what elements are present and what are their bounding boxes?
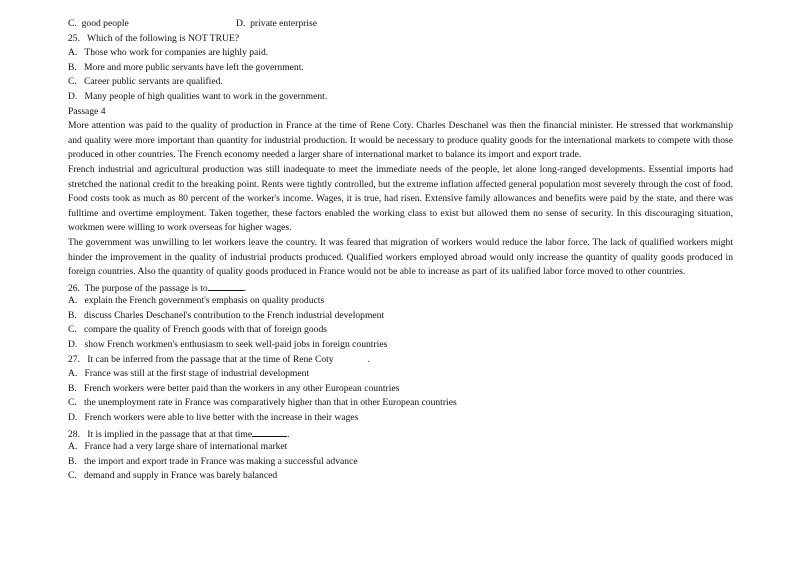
option-a: A. France had a very large share of international market [68, 441, 288, 453]
option-d: D. private enterprise [236, 18, 317, 29]
option-d: D. Many people of high qualities want to work in the government. [68, 90, 328, 102]
question-27 [68, 353, 733, 426]
option-c: C. good people [68, 18, 129, 29]
option-d: D. show French workmen's enthusiasm to seek well-paid jobs in foreign countries [68, 339, 388, 351]
option-a: A. France was still at the first stage of industrial development [68, 368, 310, 380]
option-b: B. French workers were better paid than the workers in any other European countries [68, 382, 400, 394]
option-b: B. discuss Charles Deschanel's contribution to the French industrial development [68, 309, 385, 321]
passage-heading: Passage 4 [68, 105, 106, 117]
option-c: C. compare the quality of French goods with that of foreign goods [68, 324, 327, 336]
option-a: A. Those who work for companies are highly paid. [68, 47, 269, 59]
option-d: D. French workers were able to live better with the increase in their wages [68, 412, 359, 424]
passage-4 [68, 105, 733, 280]
question-28 [68, 426, 733, 484]
question-25 [68, 32, 733, 105]
passage-paragraph-3: The government was unwilling to let workers leave the country. It was feared that migration of workers would reduce the labor force. The lack of qualified workers might hinder the improvement in the quality of industrial products produced. Qualified workers employed abroad would only increase the quantity of quality goods produced in foreign countries. Also the quantity of quality goods produced in France would not be able to increase as part of its ualified labor force moved to other countries. [68, 236, 733, 278]
answer-blank [252, 426, 287, 437]
option-c: C. the unemployment rate in France was comparatively higher than that in other European countries [68, 397, 457, 409]
passage-paragraph-2: French industrial and agricultural production was still inadequate to meet the immediate needs of the people, let alone long-ranged developments. Essential imports had stretched the national credit to the breaking point. Rents were tightly controlled, but the extreme inflation affected general population most severely through the cost of food. Food costs took as much as 80 percent of the worker's income. Wages, it is true, had risen. Extensive family allowances and benefits were paid by the state, and there was fulltime and overtime employment. Taken together, these factors enabled the working class to exist but allowed them no sense of security. In this discouraging situation, workmen were willing to work overseas for higher wages. [68, 163, 733, 234]
option-c: C. Career public servants are qualified. [68, 76, 223, 88]
question-stem: 25. Which of the following is NOT TRUE? [68, 32, 240, 44]
question-stem: 27. It can be inferred from the passage that at the time of Rene Coty . [68, 353, 371, 365]
document-page [68, 17, 733, 484]
question-24-options-cd [68, 17, 733, 32]
question-stem: 28. It is implied in the passage that at that time . [68, 426, 733, 441]
option-b: B. the import and export trade in France was making a successful advance [68, 455, 358, 467]
option-b: B. More and more public servants have left the government. [68, 61, 304, 73]
question-26 [68, 280, 733, 353]
passage-paragraph-1: More attention was paid to the quality of production in France at the time of Rene Coty. Charles Deschanel was then the financial minister. He stressed that workmanship and quality were more important than quantity for industrial production. It would be necessary to produce quality goods for the international markets to compete with those produced in other countries. The French economy needed a larger share of international market to balance its import and export trade. [68, 120, 733, 161]
option-a: A. explain the French government's emphasis on quality products [68, 295, 325, 307]
answer-blank [208, 280, 244, 291]
option-c: C. demand and supply in France was barely balanced [68, 470, 278, 482]
question-stem: 26. The purpose of the passage is to . [68, 280, 733, 295]
